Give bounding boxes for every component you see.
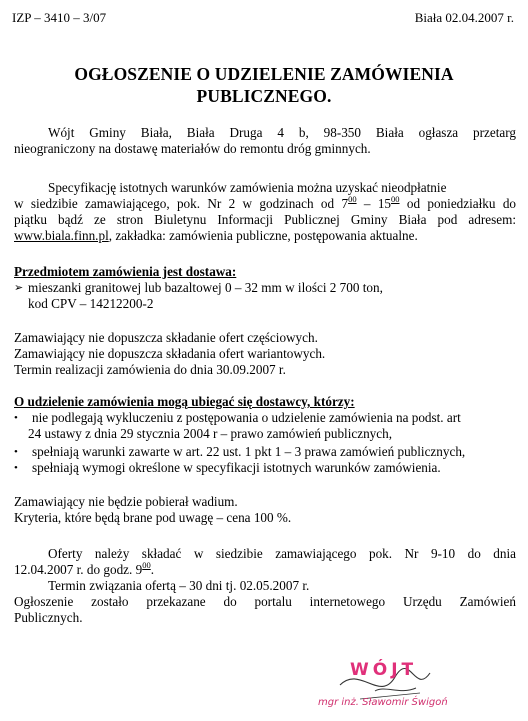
other-line-2: Kryteria, które będą brane pod uwagę – cena 100 %. <box>14 510 292 525</box>
bullet-icon: • <box>14 446 18 458</box>
eligibility-item-1-line-1: nie podlegają wykluczeniu z postępowania o udzielenie zamówienia na podst. art <box>32 410 461 425</box>
website-link[interactable]: www.biala.finn.pl <box>14 228 109 243</box>
document-title <box>0 63 528 107</box>
spec-line-1: Specyfikację istotnych warunków zamówienia można uzyskać nieodpłatnie <box>48 180 447 195</box>
subject-item-line-2: kod CPV – 14212200-2 <box>28 296 154 311</box>
offers-line-1: Oferty należy składać w siedzibie zamawiającego pok. Nr 9-10 do dnia <box>48 546 516 561</box>
offers-line-4: Ogłoszenie zostało przekazane do portalu internetowego Urzędu Zamówień <box>14 594 516 609</box>
bullet-icon: • <box>14 412 18 424</box>
eligibility-item-2: spełniają warunki zawarte w art. 22 ust. 1 pkt 1 – 3 prawa zamówień publicznych, <box>32 444 466 459</box>
reference-number: IZP – 3410 – 3/07 <box>12 10 107 25</box>
other-line-1: Zamawiający nie będzie pobierał wadium. <box>14 494 238 509</box>
terms-line-3: Termin realizacji zamówienia do dnia 30.09.2007 r. <box>14 362 286 377</box>
offers-line-2: 12.04.2007 r. do godz. $9^{00}$. <box>14 560 155 577</box>
subject-heading: Przedmiotem zamówienia jest dostawa: <box>14 264 237 279</box>
title-line-2: PUBLICZNEGO. <box>196 86 332 106</box>
eligibility-heading: O udzielenie zamówienia mogą ubiegać się dostawcy, którzy: <box>14 394 355 409</box>
terms-line-2: Zamawiający nie dopuszcza składania ofert wariantowych. <box>14 346 326 361</box>
subject-item-line-1: mieszanki granitowej lub bazaltowej 0 – 32 mm w ilości 2 700 ton, <box>28 280 383 295</box>
bullet-icon: • <box>14 462 18 474</box>
eligibility-item-3: spełniają wymogi określone w specyfikacji istotnych warunków zamówienia. <box>32 460 441 475</box>
arrow-bullet-icon: ➢ <box>14 282 24 294</box>
spec-line-4: www.biala.finn.pl, zakładka: zamówienia publiczne, postępowania aktualne. <box>14 228 418 243</box>
stamp-title: WÓJT <box>350 660 418 680</box>
intro-line-1: Wójt Gminy Biała, Biała Druga 4 b, 98-350 Biała ogłasza przetarg <box>48 125 516 140</box>
terms-line-1: Zamawiający nie dopuszcza składanie ofert częściowych. <box>14 330 318 345</box>
spec-line-2: w siedzibie zamawiającego, pok. Nr 2 w godzinach od $7^{00} - 15^{00}$ od poniedziałku do <box>14 194 517 211</box>
spec-line-3: piątku bądź ze stron Biuletynu Informacji Publicznej Gminy Biała pod adresem: <box>14 212 516 227</box>
title-line-1: OGŁOSZENIE O UDZIELENIE ZAMÓWIENIA <box>74 64 454 84</box>
eligibility-item-1-line-2: 24 ustawy z dnia 29 stycznia 2004 r – prawo zamówień publicznych, <box>28 426 393 441</box>
place-date: Biała 02.04.2007 r. <box>414 10 514 25</box>
intro-line-2: nieograniczony na dostawę materiałów do remontu dróg gminnych. <box>14 141 371 156</box>
stamp-name: mgr inż. Sławomir Świgoń <box>318 697 448 708</box>
offers-line-3: Termin związania ofertą – 30 dni tj. 02.05.2007 r. <box>48 578 310 593</box>
offers-line-5: Publicznych. <box>14 610 83 625</box>
